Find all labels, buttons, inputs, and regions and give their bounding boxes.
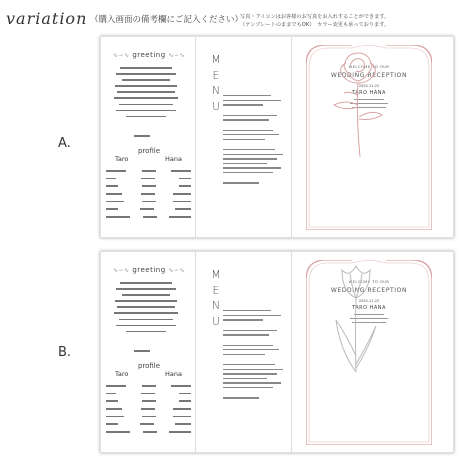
signature-line [134,350,150,352]
cover-panel [292,252,455,452]
tulip-icon [306,260,406,375]
wedding-date: 2020.11.22 [358,84,380,88]
couple-names: TARO HANA [352,90,386,96]
header-subtitle: （購入画面の備考欄にご記入ください） [90,15,244,25]
welcome-text: WELCOME TO OUR [348,280,390,284]
menu-title: M E N U [211,268,221,328]
greeting-text-lines [111,67,181,122]
signature-line [134,135,150,137]
menu-panel [196,37,292,237]
couple-names: TARO HANA [352,305,386,311]
ornament-right-icon: ∿∽∿ [168,52,185,59]
greeting-heading [105,51,193,59]
profile-rows [106,170,191,224]
menu-course-lines [223,310,288,408]
bride-name: Hana [165,155,182,163]
menu-card-b [100,251,454,453]
greeting-heading [105,266,193,274]
menu-title: M E N U [211,53,221,113]
arch-frame [306,45,432,230]
greeting-panel [101,37,196,237]
rose-icon [306,45,406,160]
reception-title: WEDDING RECEPTION [330,72,408,79]
greeting-panel [101,252,196,452]
header-note-1: 写真・アイコンはお客様のお写真をお入れすることができます。 [240,14,390,20]
variant-label-a: A. [58,136,71,151]
header-title: variation [6,9,88,28]
menu-panel [196,252,292,452]
profile-rows [106,385,191,439]
header-note-2: （テンプレートのままでもOK） カラー変更も承っております。 [240,22,390,28]
cover-panel [292,37,455,237]
ornament-right-icon: ∿∽∿ [168,267,185,274]
wedding-date: 2020.11.22 [358,299,380,303]
menu-course-lines [223,95,288,193]
ornament-left-icon: ∿∽∿ [112,267,130,274]
arch-frame [306,260,432,445]
greeting-label: greeting [132,266,166,274]
greeting-label: greeting [132,51,166,59]
bride-name: Hana [165,370,182,378]
menu-card-a [100,36,454,238]
ornament-left-icon: ∿∽∿ [112,52,130,59]
variant-label-b: B. [58,345,72,360]
profile-heading: profile [137,362,161,370]
welcome-text: WELCOME TO OUR [348,65,390,69]
groom-name: Taro [115,155,129,163]
profile-heading: profile [137,147,161,155]
groom-name: Taro [115,370,129,378]
reception-title: WEDDING RECEPTION [330,287,408,294]
greeting-text-lines [111,282,181,337]
